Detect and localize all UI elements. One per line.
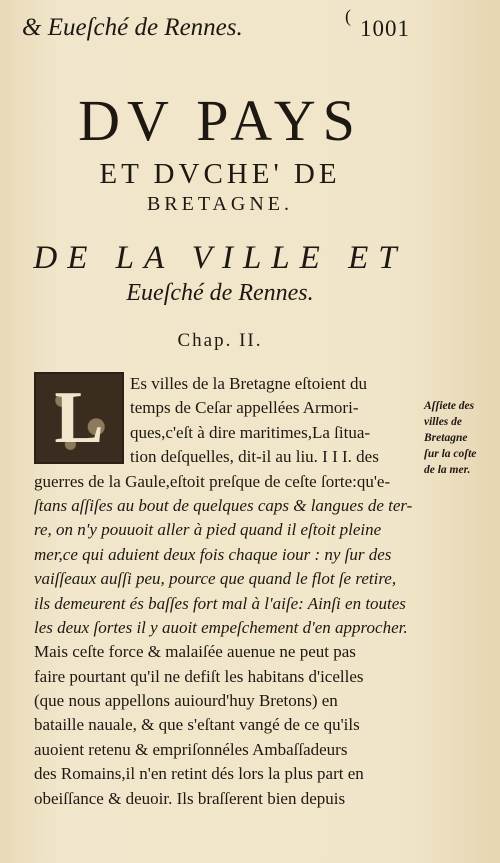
margin-note [424,398,498,478]
text-line: faire pourtant qu'il ne defiſt les habitans d'icelles [34,666,364,686]
text-line: re, on n'y pouuoit aller à pied quand il eſtoit pleine [34,520,382,540]
margin-note-line: de la mer. [424,464,471,476]
margin-note-line: Aſſiete des [424,400,475,412]
text-line: ils demeurent és baſſes fort mal à l'aiſe: Ainſi en toutes [34,593,406,613]
text-line: ques,c'eſt à dire maritimes,La ſitua- [130,422,371,442]
text-line: (que nous appellons auiourd'huy Bretons) en [34,691,338,711]
text-line: auoient retenu & empriſonnéles Ambaſſadeurs [34,739,348,759]
text-line: Es villes de la Bretagne eſtoient du [130,374,367,393]
section-title: DE LA VILLE ET [33,240,407,276]
margin-note-line: ſur la coſte [424,448,477,460]
text-line: ſtans aſſiſes au bout de quelques caps & langues de ter- [34,495,413,515]
title-line-2: ET DVCHE' DE [99,158,341,190]
text-line: des Romains,il n'en retint dés lors la plus part en [34,764,364,784]
title-line-1: DV PAYS [78,88,362,153]
tick-mark: ( [345,6,351,26]
text-line: obeiſſance & deuoir. Ils braſſerent bien depuis [34,788,346,808]
text-line: vaiſſeaux auſſi peu, pource que quand le flot ſe retire, [34,569,397,589]
margin-note-line: Bretagne [424,432,468,444]
section-subtitle: Eueſché de Rennes. [126,280,314,306]
text-line: tion deſquelles, dit-il au liu. I I I. des [130,447,379,467]
chapter-heading: Chap. II. [177,330,263,351]
drop-cap-letter: L [54,377,104,459]
running-head: & Eueſché de Rennes. [22,14,243,41]
margin-note-line: villes de [424,416,462,428]
drop-cap [34,372,124,464]
page-number: 1001 [360,16,410,41]
text-line: bataille nauale, & que s'eſtant vangé de ce qu'ils [34,715,360,735]
title-line-3: BRETAGNE. [146,193,294,215]
text-line: mer,ce qui aduient deux fois chaque iour : ny ſur des [34,544,392,564]
text-line: temps de Ceſar appellées Armori- [130,398,359,418]
text-line: guerres de la Gaule,eſtoit preſque de ceſte ſorte:qu'e- [34,471,391,491]
text-line: les deux ſortes il y auoit empeſchement d'en approcher. [34,617,408,637]
text-line: Mais ceſte force & malaiſée auenue ne peut pas [34,642,356,662]
